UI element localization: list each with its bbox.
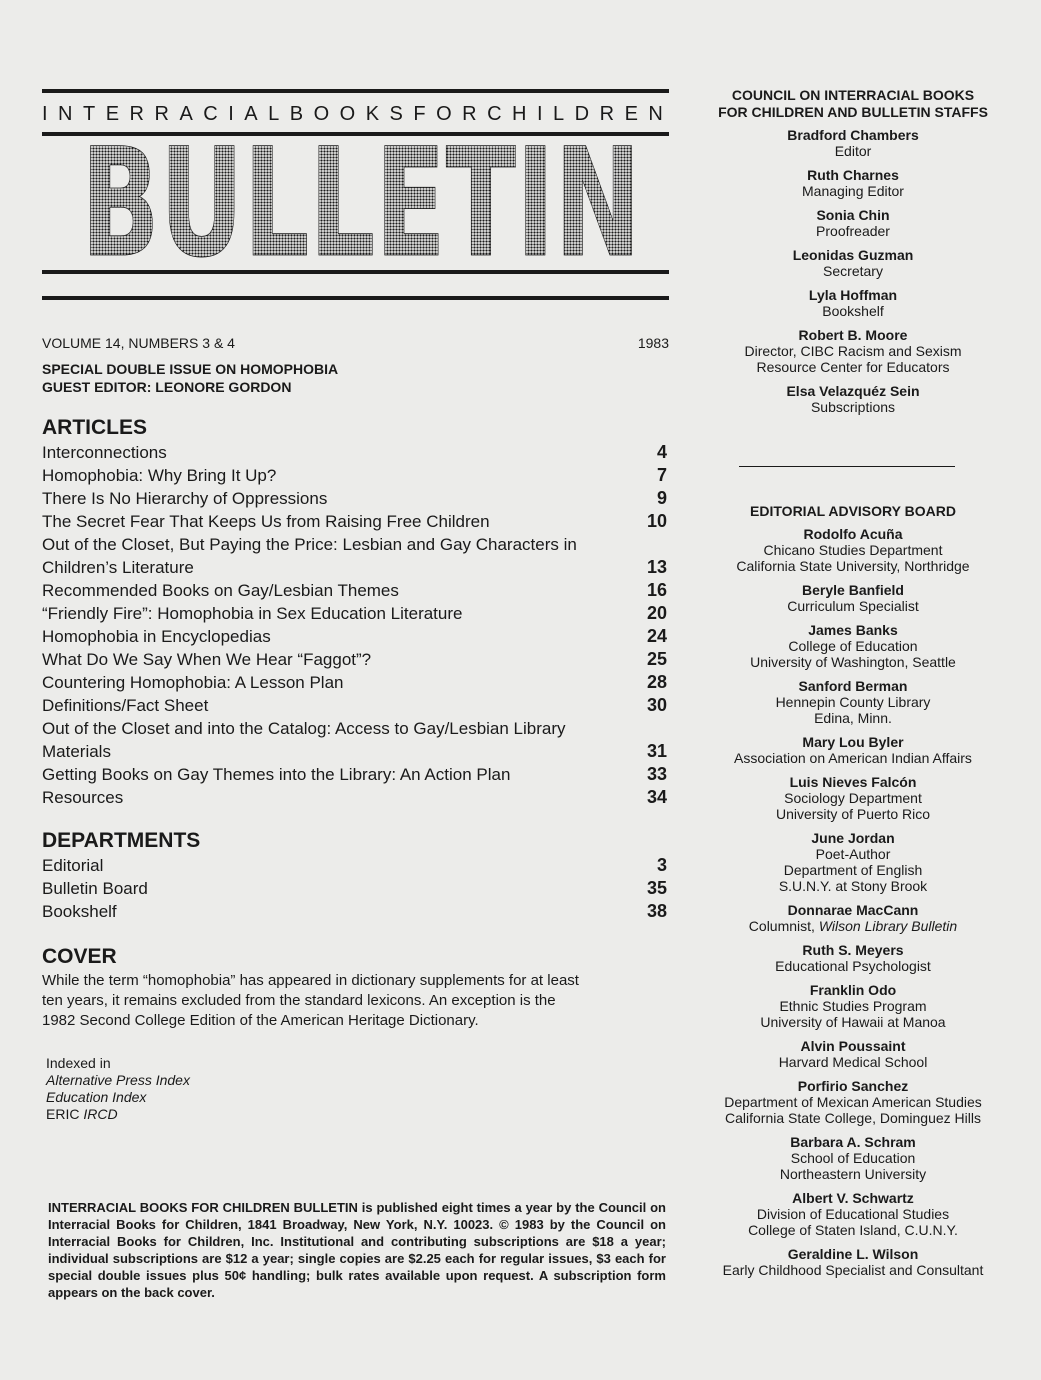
issue-special <box>42 360 669 396</box>
person-name: Alvin Poussaint <box>800 1038 906 1054</box>
staff-list <box>685 127 1021 415</box>
masthead-person <box>685 1134 1021 1182</box>
person-role <box>685 806 1021 822</box>
person-name: Franklin Odo <box>809 982 897 998</box>
index-eric: ERIC <box>46 1106 84 1122</box>
person-role-text: S.U.N.Y. at Stony Brook <box>778 878 928 894</box>
person-role-text: Hennepin County Library <box>775 694 931 710</box>
toc-entry-title: Countering Homophobia: A Lesson Plan <box>42 673 344 692</box>
masthead-person <box>685 902 1021 934</box>
masthead-person <box>685 622 1021 670</box>
issue-line <box>42 335 669 351</box>
masthead-person <box>685 1246 1021 1278</box>
column-divider <box>739 466 955 467</box>
index-alternative-press: Alternative Press Index <box>46 1072 190 1088</box>
person-name: Elsa Velazquéz Sein <box>786 383 920 399</box>
toc-entry <box>42 694 669 717</box>
person-name: James Banks <box>808 622 898 638</box>
person-role <box>685 878 1021 894</box>
person-role <box>685 638 1021 654</box>
toc-entry-page: 25 <box>646 649 667 669</box>
person-role <box>685 750 1021 766</box>
bulletin-logo <box>80 141 642 263</box>
person-role-text: University of Hawaii at Manoa <box>760 1014 946 1030</box>
person-role-text: Managing Editor <box>802 183 904 199</box>
toc-entry-title: Resources <box>42 788 124 807</box>
person-role <box>685 1094 1021 1110</box>
masthead-person <box>685 830 1021 894</box>
masthead-person <box>685 383 1021 415</box>
toc-entry-page: 35 <box>646 878 667 898</box>
masthead-rule-mid <box>42 132 669 136</box>
person-name: Sanford Berman <box>798 678 908 694</box>
toc-entry-title: Bulletin Board <box>42 879 148 898</box>
masthead-person <box>685 167 1021 199</box>
person-role <box>685 1222 1021 1238</box>
person-role-text: Poet-Author <box>815 846 891 862</box>
person-name: June Jordan <box>811 830 895 846</box>
masthead-rule-bottom <box>42 296 669 300</box>
toc-entry-page: 28 <box>646 672 667 692</box>
toc-entry-title: Bookshelf <box>42 902 117 921</box>
masthead-word: BOOKS <box>289 103 414 125</box>
person-name: Geraldine L. Wilson <box>787 1246 919 1262</box>
masthead-person <box>685 1038 1021 1070</box>
masthead-word: FOR <box>413 103 488 125</box>
toc-entry-page: 4 <box>656 442 667 462</box>
person-role <box>685 598 1021 614</box>
staff-heading <box>685 87 1021 415</box>
masthead-person <box>685 942 1021 974</box>
person-role <box>685 654 1021 670</box>
person-role-text: Early Childhood Specialist and Consultant <box>722 1262 984 1278</box>
person-role <box>685 1262 1021 1278</box>
person-role <box>685 790 1021 806</box>
person-role-text: Proofreader <box>816 223 890 239</box>
person-role-text: Subscriptions <box>810 399 896 415</box>
person-role <box>685 694 1021 710</box>
person-name: Ruth S. Meyers <box>802 942 904 958</box>
toc-entry-title: Editorial <box>42 856 104 875</box>
person-role <box>685 1054 1021 1070</box>
person-role-text: Ethnic Studies Program <box>779 998 927 1014</box>
person-role-text: Bookshelf <box>822 303 884 319</box>
toc-entry-page: 7 <box>656 465 667 485</box>
person-role <box>685 918 1021 934</box>
person-name: Luis Nieves Falcón <box>789 774 917 790</box>
person-role <box>685 303 1021 319</box>
toc-entry <box>42 648 669 671</box>
person-role <box>685 143 1021 159</box>
masthead-person <box>685 1190 1021 1238</box>
staff-heading-line2: FOR CHILDREN AND BULLETIN STAFFS <box>718 104 988 120</box>
toc-entry <box>42 900 669 923</box>
person-role <box>685 862 1021 878</box>
masthead-person <box>685 734 1021 766</box>
toc-entry <box>42 854 669 877</box>
toc-entry-title: Homophobia in Encyclopedias <box>42 627 271 646</box>
person-role <box>685 343 1021 359</box>
person-role-text: Secretary <box>823 263 883 279</box>
person-role-text: Director, CIBC Racism and Sexism <box>744 343 962 359</box>
toc-entry-title: Homophobia: Why Bring It Up? <box>42 466 277 485</box>
toc-entry-page: 24 <box>646 626 667 646</box>
masthead-person <box>685 1078 1021 1126</box>
toc-entry <box>42 763 669 786</box>
person-role <box>685 183 1021 199</box>
indexed-in <box>46 1055 190 1123</box>
person-role-text: California State College, Dominguez Hills <box>724 1110 981 1126</box>
person-role-text: Department of Mexican American Studies <box>724 1094 982 1110</box>
toc-entry-page: 30 <box>646 695 667 715</box>
toc-entry <box>42 602 669 625</box>
person-name: Albert V. Schwartz <box>792 1190 914 1206</box>
cover-heading: COVER <box>42 945 117 968</box>
toc-entry-page: 3 <box>656 855 667 875</box>
masthead-person <box>685 327 1021 375</box>
toc-entry <box>42 671 669 694</box>
masthead-word: INTERRACIAL <box>42 103 290 125</box>
person-role-text: Association on American Indian Affairs <box>734 750 972 766</box>
publication-colophon: INTERRACIAL BOOKS FOR CHILDREN BULLETIN is published eight times a year by the Council on Interracial Books for Children, 1841 Broadway, New York, N.Y. 10023. © 1983 by the Council on Interracial Books for Children, Inc. Institutional and contributing subscriptions are $18 a year; individual subscriptions are $12 a year; single copies are $2.25 each for regular issues, $3 each for special double issues plus 50¢ handling; bulk rates available upon request. A subscription form appears on the back cover. <box>48 1200 666 1300</box>
person-role-text: Edina, Minn. <box>814 710 892 726</box>
toc-entry-page: 34 <box>646 787 667 807</box>
person-name: Robert B. Moore <box>798 327 908 343</box>
masthead-person <box>685 582 1021 614</box>
person-role-text: Curriculum Specialist <box>787 598 919 614</box>
toc-entry-page: 20 <box>646 603 667 623</box>
masthead-publisher-line <box>42 103 674 126</box>
toc-entry-title: There Is No Hierarchy of Oppressions <box>42 489 328 508</box>
person-role-text: Harvard Medical School <box>778 1054 928 1070</box>
person-name: Ruth Charnes <box>807 167 899 183</box>
person-role-text: College of Education <box>788 638 918 654</box>
staff-heading-line1: COUNCIL ON INTERRACIAL BOOKS <box>731 87 975 103</box>
issue-year: 1983 <box>637 335 669 351</box>
masthead-person <box>685 678 1021 726</box>
person-role <box>685 1166 1021 1182</box>
person-role <box>685 1206 1021 1222</box>
person-name: Bradford Chambers <box>787 127 919 143</box>
toc-entry <box>42 487 669 510</box>
departments-section <box>42 829 669 923</box>
person-name: Sonia Chin <box>816 207 890 223</box>
person-role <box>685 558 1021 574</box>
person-role-text: College of Staten Island, C.U.N.Y. <box>748 1222 958 1238</box>
person-role <box>685 399 1021 415</box>
person-role <box>685 710 1021 726</box>
person-name: Porfirio Sanchez <box>797 1078 909 1094</box>
cover-description: While the term “homophobia” has appeared in dictionary supplements for at least ten years, it remains excluded from the standard lexicons. An exception is the 1982 Second College Edition of the American Heritage Dictionary. <box>42 972 579 1029</box>
indexed-label: Indexed in <box>46 1055 111 1071</box>
masthead-person <box>685 247 1021 279</box>
person-role-text: Columnist, <box>748 918 819 934</box>
person-role-text: Resource Center for Educators <box>756 359 950 375</box>
toc-entry-page: 13 <box>646 557 667 577</box>
masthead-person <box>685 774 1021 822</box>
person-name: Lyla Hoffman <box>808 287 898 303</box>
person-role-text: University of Puerto Rico <box>775 806 931 822</box>
person-role <box>685 1110 1021 1126</box>
person-role-text: California State University, Northridge <box>736 558 970 574</box>
person-role <box>685 958 1021 974</box>
toc-entry <box>42 441 669 464</box>
person-role-text: University of Washington, Seattle <box>750 654 956 670</box>
index-ircd: IRCD <box>83 1106 118 1122</box>
person-role <box>685 998 1021 1014</box>
toc-entry <box>42 510 669 533</box>
person-role <box>685 1150 1021 1166</box>
articles-list <box>42 441 669 809</box>
person-role <box>685 846 1021 862</box>
person-role-text: Sociology Department <box>784 790 922 806</box>
toc-entry-page: 10 <box>646 511 667 531</box>
toc-entry-title: Interconnections <box>42 443 167 462</box>
person-role-text: Editor <box>834 143 872 159</box>
toc-entry <box>42 464 669 487</box>
person-role-text: Division of Educational Studies <box>756 1206 950 1222</box>
toc-entry-page: 9 <box>656 488 667 508</box>
person-role-text: Northeastern University <box>779 1166 927 1182</box>
articles-section <box>42 416 669 809</box>
departments-list <box>42 854 669 923</box>
person-name: Barbara A. Schram <box>790 1134 916 1150</box>
masthead-person <box>685 526 1021 574</box>
masthead-person <box>685 127 1021 159</box>
masthead-person <box>685 287 1021 319</box>
toc-entry-page: 31 <box>646 741 667 761</box>
person-role-publication: Wilson Library Bulletin <box>818 918 958 934</box>
person-name: Rodolfo Acuña <box>803 526 903 542</box>
person-role-text: Department of English <box>783 862 923 878</box>
bulletin-logo-text: BULLETIN <box>81 141 641 263</box>
toc-entry-title: The Secret Fear That Keeps Us from Raising Free Children <box>42 512 490 531</box>
advisory-board-heading <box>685 503 1021 519</box>
guest-editor: GUEST EDITOR: LEONORE GORDON <box>42 379 292 395</box>
advisory-board-list <box>685 520 1021 1278</box>
articles-heading: ARTICLES <box>42 416 147 439</box>
person-role <box>685 542 1021 558</box>
person-role-text: Educational Psychologist <box>775 958 931 974</box>
departments-heading: DEPARTMENTS <box>42 829 201 852</box>
toc-entry-title: Out of the Closet and into the Catalog: Access to Gay/Lesbian Library Materials <box>42 719 566 761</box>
toc-entry-title: Getting Books on Gay Themes into the Library: An Action Plan <box>42 765 511 784</box>
masthead-rule-low <box>42 270 669 274</box>
advisory-board-title: EDITORIAL ADVISORY BOARD <box>750 503 956 519</box>
person-name: Beryle Banfield <box>802 582 904 598</box>
toc-entry <box>42 877 669 900</box>
toc-entry <box>42 579 669 602</box>
person-role <box>685 1014 1021 1030</box>
toc-entry-title: What Do We Say When We Hear “Faggot”? <box>42 650 372 669</box>
person-role-text: School of Education <box>790 1150 916 1166</box>
toc-entry <box>42 625 669 648</box>
toc-entry <box>42 533 669 579</box>
toc-entry-title: Definitions/Fact Sheet <box>42 696 209 715</box>
masthead-person <box>685 982 1021 1030</box>
person-role-text: Chicano Studies Department <box>763 542 943 558</box>
masthead-person <box>685 207 1021 239</box>
toc-entry <box>42 786 669 809</box>
toc-entry-title: Out of the Closet, But Paying the Price: Lesbian and Gay Characters in Children’s Literature <box>42 535 577 577</box>
cover-section <box>42 945 669 1031</box>
issue-volume: VOLUME 14, NUMBERS 3 & 4 <box>42 335 235 351</box>
person-name: Donnarae MacCann <box>787 902 919 918</box>
toc-entry <box>42 717 669 763</box>
toc-entry-title: Recommended Books on Gay/Lesbian Themes <box>42 581 399 600</box>
toc-entry-title: “Friendly Fire”: Homophobia in Sex Education Literature <box>42 604 463 623</box>
toc-entry-page: 16 <box>646 580 667 600</box>
masthead-word: CHILDREN <box>487 103 674 125</box>
person-role <box>685 359 1021 375</box>
index-education: Education Index <box>46 1089 147 1105</box>
special-issue-title: SPECIAL DOUBLE ISSUE ON HOMOPHOBIA <box>42 361 339 377</box>
toc-entry-page: 38 <box>646 901 667 921</box>
person-name: Mary Lou Byler <box>802 734 904 750</box>
masthead-rule-top <box>42 89 669 93</box>
person-role <box>685 223 1021 239</box>
toc-entry-page: 33 <box>646 764 667 784</box>
person-name: Leonidas Guzman <box>792 247 914 263</box>
person-role <box>685 263 1021 279</box>
